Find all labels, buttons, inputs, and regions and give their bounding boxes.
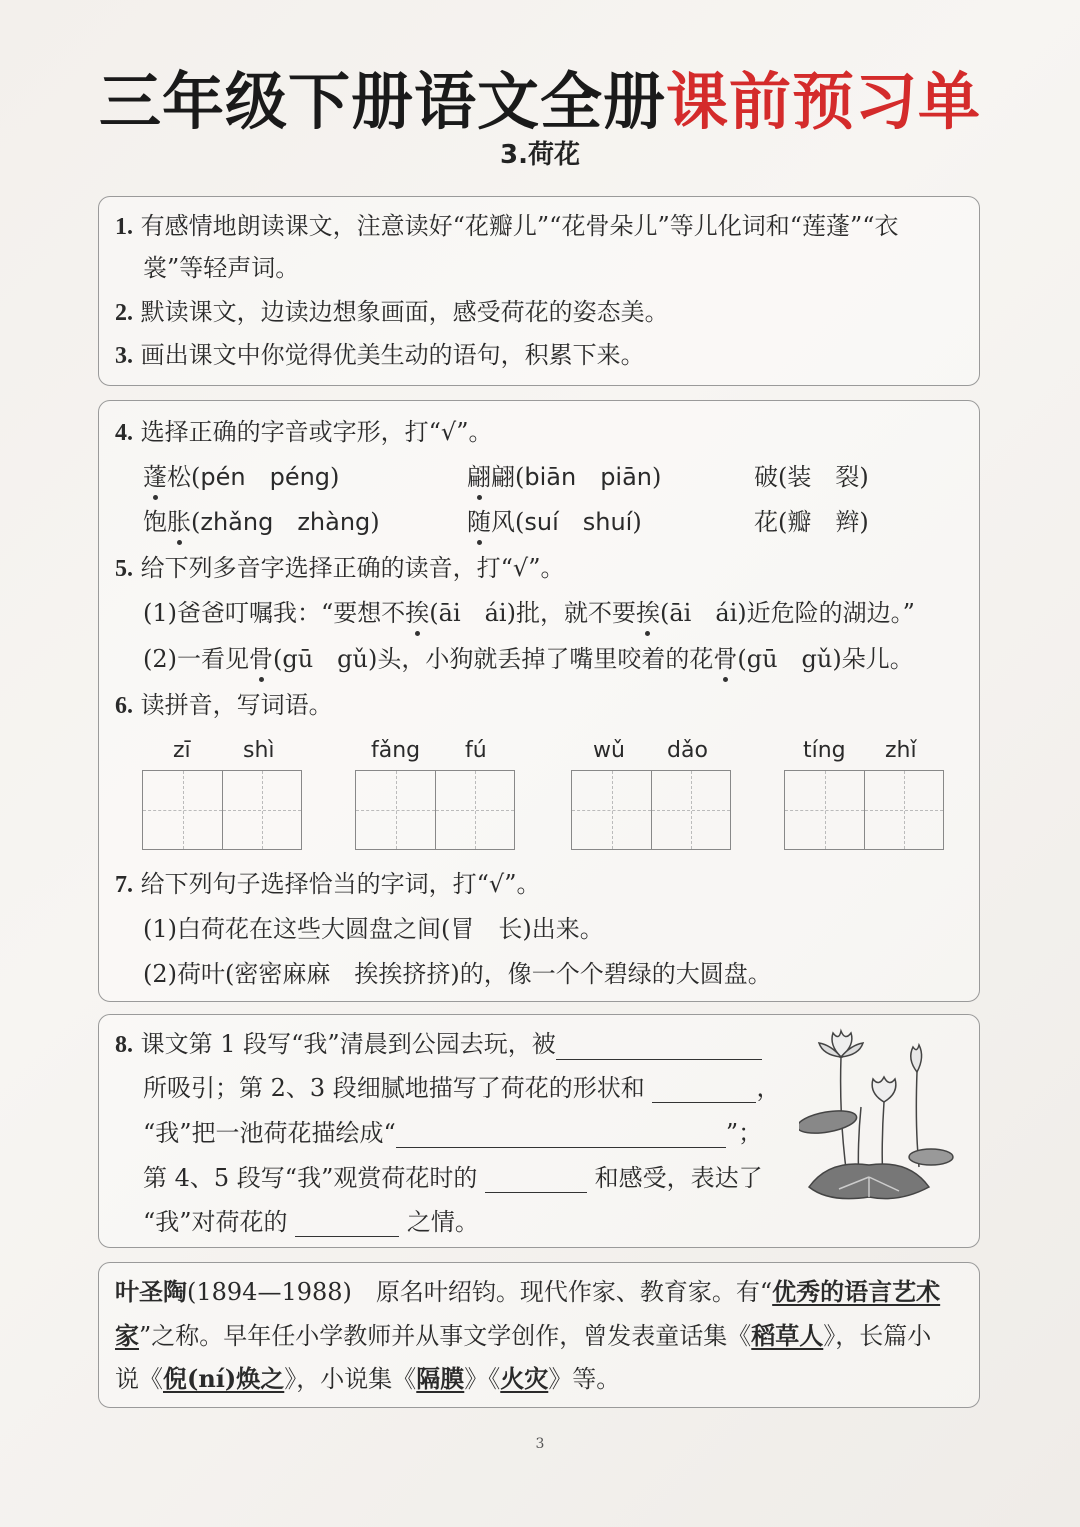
preview-tasks-box — [98, 196, 980, 386]
q6-pinyin: dǎo — [667, 738, 708, 763]
q8-line4: 第 4、5 段写“我”观赏荷花时的 和感受，表达了 — [143, 1164, 763, 1192]
q1-line2: 裳”等轻声词。 — [143, 254, 300, 282]
q7-sentence-1[interactable]: (1)白荷花在这些大圆盘之间(冒 长)出来。 — [143, 915, 604, 943]
blank-5[interactable] — [295, 1212, 399, 1237]
author-line1: 叶圣陶(1894—1988) 原名叶绍钧。现代作家、教育家。有“优秀的语言艺术 — [115, 1277, 941, 1306]
q6-pinyin: tíng — [803, 738, 846, 763]
q6-pinyin: shì — [243, 738, 275, 763]
title-red: 课前预习单 — [666, 65, 982, 138]
writing-grid-3[interactable] — [571, 770, 731, 850]
author-line2: 家”之称。早年任小学教师并从事文学创作，曾发表童话集《稻草人》，长篇小 — [115, 1321, 932, 1350]
page-number: 3 — [535, 1436, 545, 1452]
blank-3[interactable] — [396, 1123, 726, 1148]
blank-1[interactable] — [556, 1035, 762, 1060]
q4-item-2[interactable]: 翩翩(biān piān) — [467, 463, 662, 491]
q4-item-5[interactable]: 随风(suí shuí) — [467, 508, 642, 536]
page-title — [0, 52, 1080, 141]
q5-sentence-2[interactable]: (2)一看见骨(gū gǔ)头，小狗就丢掉了嘴里咬着的花骨(gū gǔ)朵儿。 — [143, 645, 914, 673]
writing-grid-2[interactable] — [355, 770, 515, 850]
q6-pinyin: zhǐ — [885, 738, 917, 763]
q6-pinyin: fú — [465, 738, 487, 763]
fill-blank-box — [98, 1014, 980, 1248]
title-black: 三年级下册语文全册 — [98, 65, 666, 138]
q6-pinyin: wǔ — [593, 738, 625, 763]
q8-line5: “我”对荷花的 之情。 — [143, 1208, 479, 1236]
exercise-box — [98, 400, 980, 1002]
q4-item-3[interactable]: 破(装 裂) — [754, 463, 869, 491]
q4-item-1[interactable]: 蓬松(pén péng) — [143, 463, 340, 491]
q2: 2. 默读课文，边读边想象画面，感受荷花的姿态美。 — [115, 298, 669, 326]
q4-prompt: 4. 选择正确的字音或字形，打“√”。 — [115, 418, 493, 446]
q6-pinyin: zī — [173, 738, 191, 763]
lotus-illustration — [799, 1027, 959, 1202]
writing-grid-4[interactable] — [784, 770, 944, 850]
q8-line3: “我”把一池荷花描绘成“ ”； — [143, 1119, 763, 1147]
q3: 3. 画出课文中你觉得优美生动的语句，积累下来。 — [115, 341, 645, 369]
q8-line2: 所吸引；第 2、3 段细腻地描写了荷花的形状和 ， — [143, 1074, 781, 1102]
writing-grid-1[interactable] — [142, 770, 302, 850]
q4-item-4[interactable]: 饱胀(zhǎng zhàng) — [143, 508, 380, 536]
q7-sentence-2[interactable]: (2)荷叶(密密麻麻 挨挨挤挤)的，像一个个碧绿的大圆盘。 — [143, 960, 772, 988]
author-box — [98, 1262, 980, 1408]
q6-pinyin: fǎng — [371, 738, 421, 763]
q5-prompt: 5. 给下列多音字选择正确的读音，打“√”。 — [115, 554, 565, 582]
q8-line1: 8. 课文第 1 段写“我”清晨到公园去玩，被 — [115, 1029, 762, 1060]
author-name: 叶圣陶 — [115, 1277, 187, 1306]
lesson-subtitle: 3.荷花 — [500, 140, 580, 170]
q1-line1: 1. 有感情地朗读课文，注意读好“花瓣儿”“花骨朵儿”等儿化词和“莲蓬”“衣 — [115, 212, 899, 240]
author-line3: 说《倪(ní)焕之》，小说集《隔膜》《火灾》等。 — [115, 1364, 621, 1393]
q5-sentence-1[interactable]: (1)爸爸叮嘱我：“要想不挨(āi ái)批，就不要挨(āi ái)近危险的湖边。” — [143, 599, 915, 627]
blank-4[interactable] — [485, 1168, 587, 1193]
q7-prompt: 7. 给下列句子选择恰当的字词，打“√”。 — [115, 870, 541, 898]
q4-item-6[interactable]: 花(瓣 辫) — [754, 508, 869, 536]
q6-prompt: 6. 读拼音，写词语。 — [115, 691, 333, 719]
blank-2[interactable] — [652, 1078, 756, 1103]
